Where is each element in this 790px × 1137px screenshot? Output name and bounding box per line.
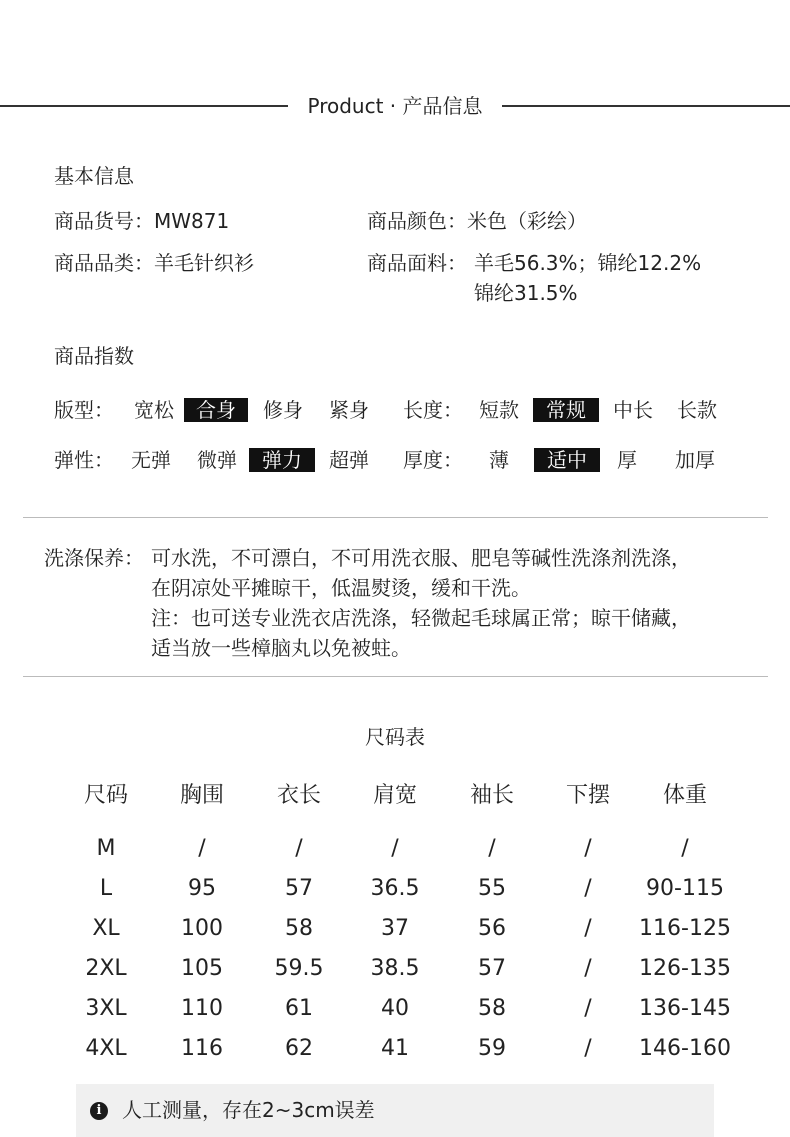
size-cell: 105 — [181, 956, 223, 981]
size-cell: 40 — [381, 996, 409, 1021]
item-number: 商品货号：MW871 — [54, 209, 230, 233]
fabric-line-2: 锦纶31.5% — [474, 281, 578, 305]
care-label: 洗涤保养： — [44, 546, 144, 570]
size-cell: 62 — [285, 1036, 313, 1061]
care-line: 可水洗，不可漂白，不可用洗衣服、肥皂等碱性洗涤剂洗涤， — [151, 546, 691, 570]
size-cell: L — [99, 876, 113, 901]
length-option: 长款 — [677, 398, 717, 422]
product-color: 商品颜色：米色（彩绘） — [367, 209, 587, 233]
care-line: 适当放一些樟脑丸以免被蛀。 — [151, 636, 411, 660]
size-cell: / — [681, 836, 689, 861]
size-cell: 126-135 — [639, 956, 731, 981]
size-cell: / — [198, 836, 206, 861]
divider-top — [23, 517, 768, 518]
thickness-option: 厚 — [617, 448, 637, 472]
fit-option: 宽松 — [134, 398, 174, 422]
size-cell: / — [584, 836, 592, 861]
thickness-label: 厚度： — [403, 448, 463, 472]
size-cell: 38.5 — [370, 956, 420, 981]
size-cell: 100 — [181, 916, 223, 941]
length-option: 中长 — [613, 398, 653, 422]
size-cell: 116-125 — [639, 916, 731, 941]
size-cell: 3XL — [85, 996, 127, 1021]
page-title: Product · 产品信息 — [307, 94, 483, 118]
elasticity-option: 弹力 — [249, 448, 315, 472]
size-cell: 36.5 — [370, 876, 420, 901]
size-cell: 136-145 — [639, 996, 731, 1021]
size-header-cell: 体重 — [662, 783, 707, 808]
size-cell: 57 — [285, 876, 313, 901]
elasticity-label: 弹性： — [54, 448, 114, 472]
elasticity-option: 超弹 — [329, 448, 369, 472]
length-option: 短款 — [479, 398, 519, 422]
fabric-line-1: 羊毛56.3%；锦纶12.2% — [474, 251, 702, 275]
size-cell: / — [488, 836, 496, 861]
thickness-option: 适中 — [534, 448, 600, 472]
note-text: 人工测量，存在2~3cm误差 — [122, 1098, 375, 1122]
size-header-cell: 尺码 — [83, 783, 128, 808]
size-cell: 146-160 — [639, 1036, 731, 1061]
size-cell: 90-115 — [646, 876, 724, 901]
size-cell: 59 — [478, 1036, 506, 1061]
size-cell: / — [295, 836, 303, 861]
size-cell: / — [584, 916, 592, 941]
size-cell: 58 — [285, 916, 313, 941]
size-header-cell: 袖长 — [469, 783, 514, 808]
size-cell: 37 — [381, 916, 409, 941]
size-cell: 57 — [478, 956, 506, 981]
size-cell: / — [584, 876, 592, 901]
size-cell: 110 — [181, 996, 223, 1021]
size-header-cell: 胸围 — [179, 783, 224, 808]
size-cell: 116 — [181, 1036, 223, 1061]
basic-info-heading: 基本信息 — [54, 164, 134, 188]
size-cell: / — [584, 956, 592, 981]
size-cell: 41 — [381, 1036, 409, 1061]
size-cell: 4XL — [85, 1036, 127, 1061]
size-cell: M — [96, 836, 116, 861]
care-line: 在阴凉处平摊晾干，低温熨烫，缓和干洗。 — [151, 576, 531, 600]
size-cell: / — [584, 996, 592, 1021]
product-index-heading: 商品指数 — [54, 344, 134, 368]
size-cell: / — [391, 836, 399, 861]
size-chart-title: 尺码表 — [365, 725, 425, 749]
thickness-option: 加厚 — [675, 448, 715, 472]
elasticity-option: 微弹 — [197, 448, 237, 472]
thickness-option: 薄 — [489, 448, 509, 472]
size-cell: 56 — [478, 916, 506, 941]
length-option: 常规 — [533, 398, 599, 422]
size-cell: XL — [92, 916, 120, 941]
fit-option: 修身 — [263, 398, 303, 422]
size-cell: 59.5 — [274, 956, 324, 981]
size-cell: 58 — [478, 996, 506, 1021]
product-category: 商品品类：羊毛针织衫 — [54, 251, 254, 275]
measurement-note — [76, 1084, 714, 1137]
size-header-cell: 下摆 — [565, 783, 610, 808]
size-cell: 2XL — [85, 956, 127, 981]
size-cell: 95 — [188, 876, 216, 901]
info-icon: i — [90, 1102, 108, 1120]
fit-option: 紧身 — [329, 398, 369, 422]
elasticity-option: 无弹 — [131, 448, 171, 472]
fit-option: 合身 — [184, 398, 248, 422]
fabric-label: 商品面料： — [367, 251, 467, 275]
care-line: 注：也可送专业洗衣店洗涤，轻微起毛球属正常；晾干储藏， — [151, 606, 691, 630]
length-label: 长度： — [403, 398, 463, 422]
size-header-cell: 衣长 — [276, 783, 321, 808]
size-cell: 61 — [285, 996, 313, 1021]
size-cell: / — [584, 1036, 592, 1061]
size-cell: 55 — [478, 876, 506, 901]
size-header-cell: 肩宽 — [372, 783, 417, 808]
divider-bottom — [23, 676, 768, 677]
fit-label: 版型： — [54, 398, 114, 422]
